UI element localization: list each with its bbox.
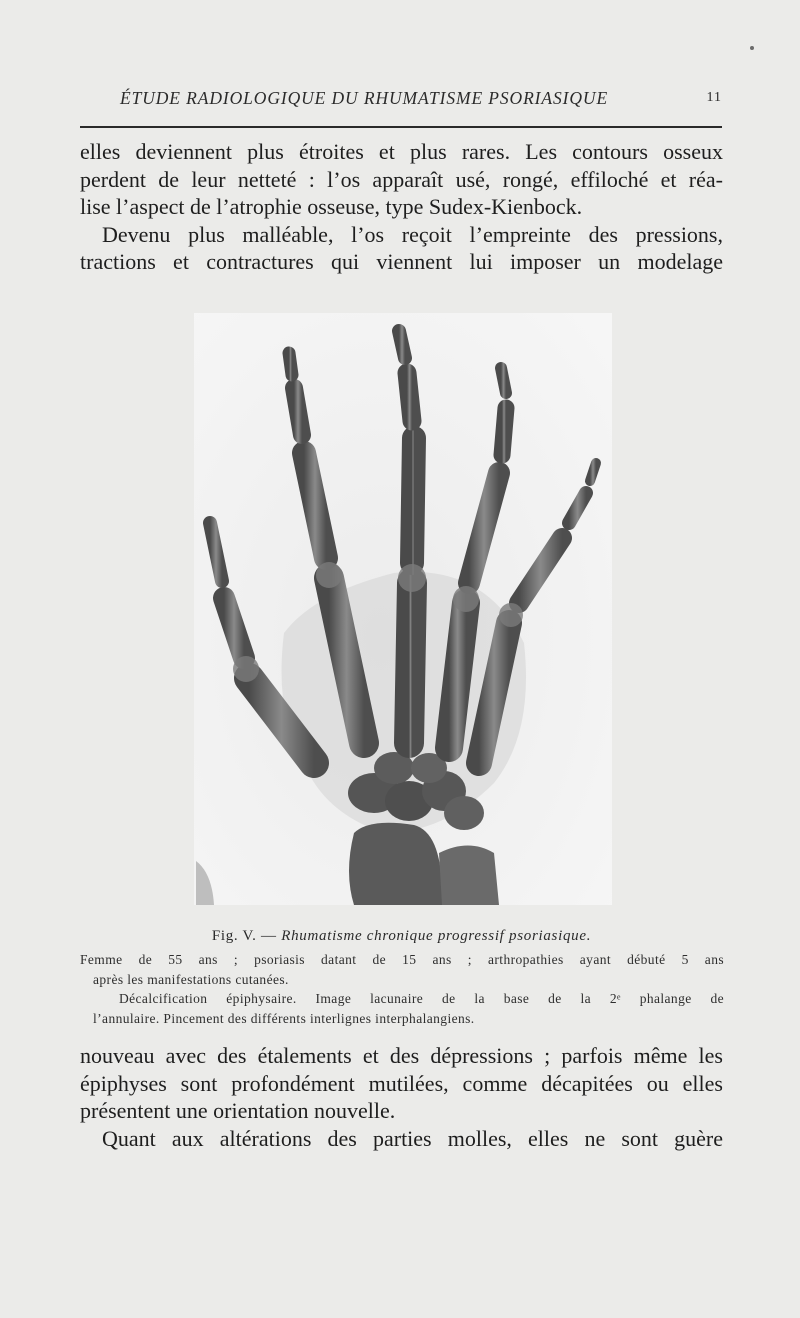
- page-speck: [750, 46, 754, 50]
- running-title: ÉTUDE RADIOLOGIQUE DU RHUMATISME PSORIASIQUE: [120, 88, 609, 108]
- paragraph-bottom: [80, 1042, 723, 1152]
- text-line: nouveau avec des étalements et des dépressions ; parfois même les: [80, 1043, 723, 1068]
- hand-radiograph: [194, 313, 612, 905]
- text-line: épiphyses sont profondément mutilées, comme décapitées ou elles: [80, 1070, 723, 1096]
- text-line: Quant aux altérations des parties molles, elles ne sont guère: [102, 1125, 723, 1151]
- text-line: lise l’aspect de l’atrophie osseuse, type Sudex-Kienbock.: [80, 194, 583, 219]
- text-line: Devenu plus malléable, l’os reçoit l’empreinte des pressions,: [102, 221, 723, 247]
- caption-title: Rhumatisme chronique progressif psoriasique.: [281, 928, 592, 944]
- text-line: perdent de leur netteté : l’os apparaît usé, rongé, effiloché et réa-: [80, 166, 723, 192]
- caption-label: Fig. V. —: [211, 928, 282, 944]
- figure-caption: [80, 928, 723, 945]
- text-line: elles deviennent plus étroites et plus rares. Les contours osseux: [80, 139, 723, 164]
- figure-notes: [80, 950, 724, 1028]
- note-line: après les manifestations cutanées.: [93, 971, 289, 987]
- text-line: tractions et contractures qui viennent lui imposer un modelage: [80, 249, 723, 274]
- header-rule: [80, 126, 722, 128]
- hand-radiograph-drawing: [194, 313, 612, 905]
- note-line: l’annulaire. Pincement des différents interlignes interphalangiens.: [93, 1010, 475, 1026]
- running-head: [80, 88, 722, 118]
- note-line: Décalcification épiphysaire. Image lacunaire de la base de la 2ᵉ phalange de: [119, 991, 724, 1006]
- paragraph-top: [80, 138, 723, 276]
- note-line: Femme de 55 ans ; psoriasis datant de 15 ans ; arthropathies ayant débuté 5 ans: [80, 952, 724, 967]
- page-number: 11: [706, 90, 722, 105]
- text-line: présentent une orientation nouvelle.: [80, 1098, 396, 1123]
